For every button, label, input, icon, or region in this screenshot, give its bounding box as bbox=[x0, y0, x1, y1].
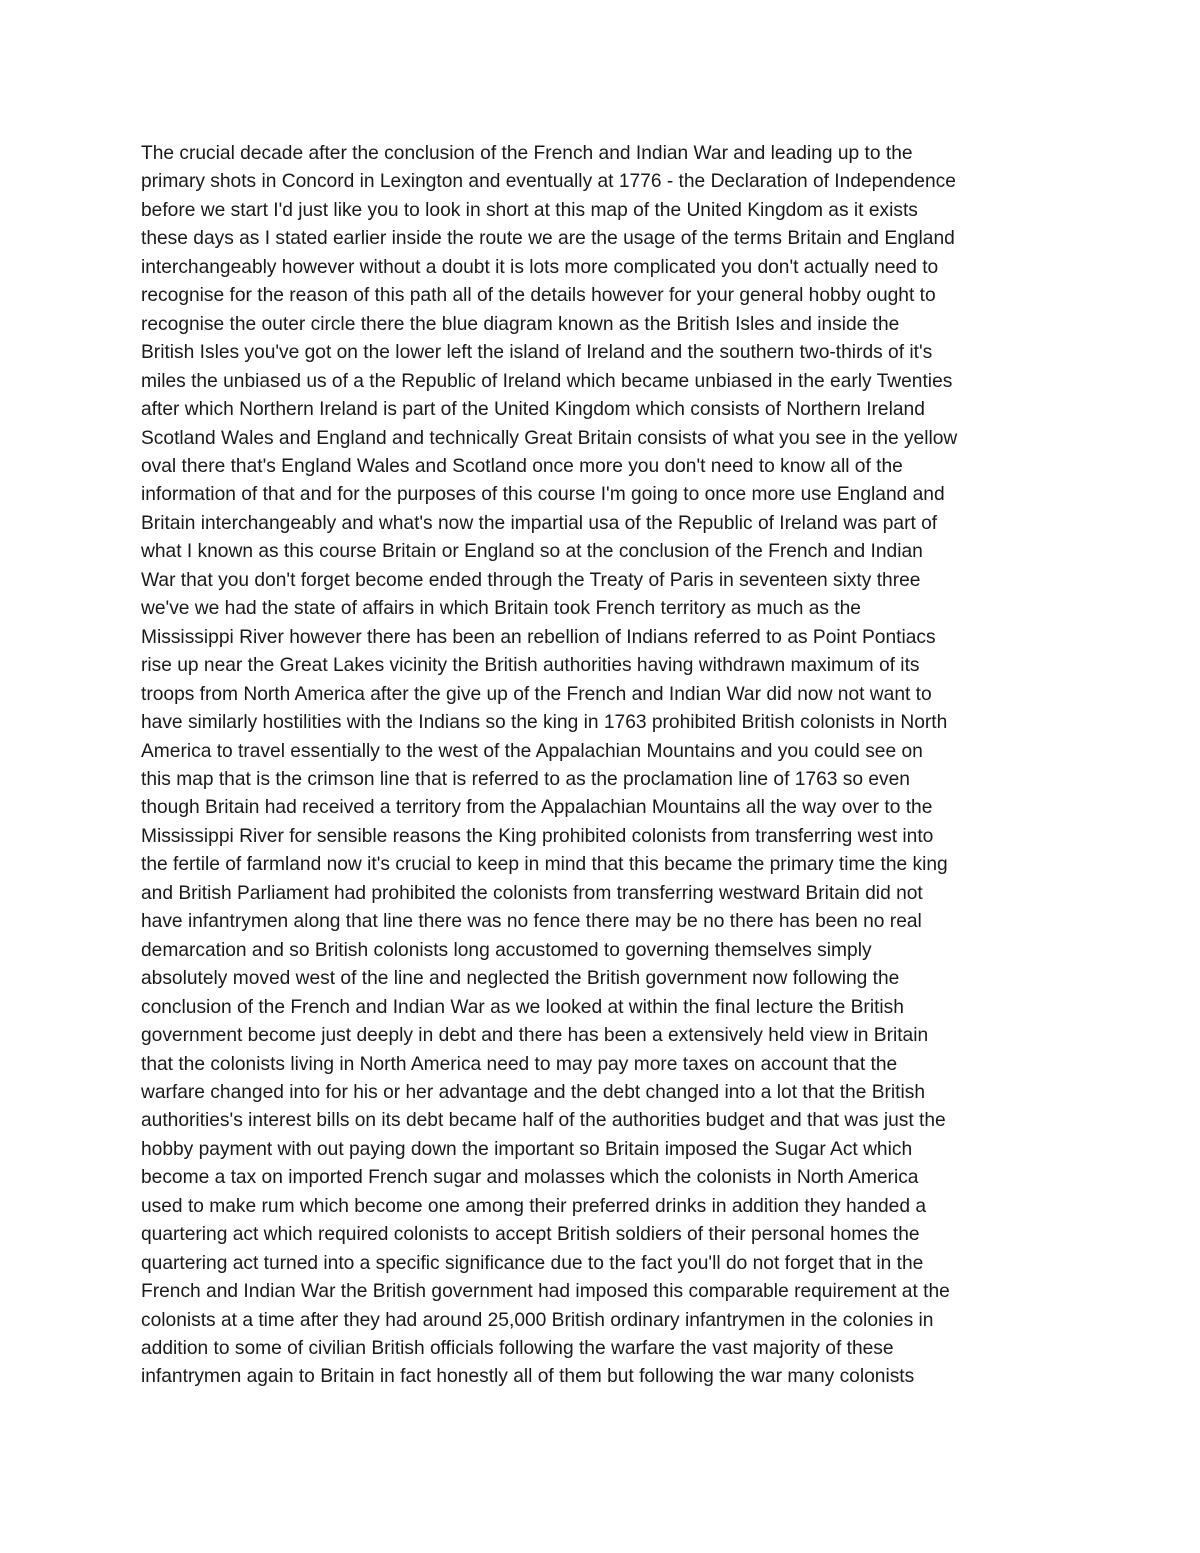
text-line: addition to some of civilian British officials following the warfare the vast majority of these bbox=[141, 1338, 894, 1360]
text-line: hobby payment with out paying down the important so Britain imposed the Sugar Act which bbox=[141, 1138, 913, 1160]
text-line: Scotland Wales and England and technically Great Britain consists of what you see in the yellow bbox=[141, 427, 958, 449]
text-line: oval there that's England Wales and Scotland once more you don't need to know all of the bbox=[141, 455, 903, 477]
text-line: that the colonists living in North America need to may pay more taxes on account that the bbox=[141, 1053, 898, 1075]
text-line: we've we had the state of affairs in which Britain took French territory as much as the bbox=[141, 598, 861, 620]
text-line: absolutely moved west of the line and neglected the British government now following the bbox=[141, 968, 900, 990]
text-line: have similarly hostilities with the Indians so the king in 1763 prohibited British colonists in North bbox=[141, 712, 948, 734]
text-line: though Britain had received a territory from the Appalachian Mountains all the way over to the bbox=[141, 797, 933, 819]
text-line: miles the unbiased us of a the Republic of Ireland which became unbiased in the early Twenties bbox=[141, 370, 953, 392]
text-line: these days as I stated earlier inside the route we are the usage of the terms Britain and England bbox=[141, 228, 955, 250]
text-line: after which Northern Ireland is part of the United Kingdom which consists of Northern Ireland bbox=[141, 399, 925, 421]
text-line: recognise for the reason of this path all of the details however for your general hobby ought to bbox=[141, 285, 936, 307]
text-line: and British Parliament had prohibited the colonists from transferring westward Britain did not bbox=[141, 882, 923, 904]
text-line: Britain interchangeably and what's now the impartial usa of the Republic of Ireland was part of bbox=[141, 512, 938, 534]
text-line: infantrymen again to Britain in fact honestly all of them but following the war many colonists bbox=[141, 1366, 915, 1388]
text-line: quartering act turned into a specific significance due to the fact you'll do not forget that in the bbox=[141, 1252, 924, 1274]
text-line: demarcation and so British colonists long accustomed to governing themselves simply bbox=[141, 939, 872, 961]
text-line: interchangeably however without a doubt it is lots more complicated you don't actually need to bbox=[141, 256, 939, 278]
text-line: have infantrymen along that line there was no fence there may be no there has been no real bbox=[141, 911, 922, 933]
text-line: Mississippi River however there has been an rebellion of Indians referred to as Point Pontiacs bbox=[141, 626, 936, 648]
text-line: quartering act which required colonists to accept British soldiers of their personal homes the bbox=[141, 1224, 920, 1246]
text-line: government become just deeply in debt and there has been a extensively held view in Britain bbox=[141, 1025, 929, 1047]
text-line: warfare changed into for his or her advantage and the debt changed into a lot that the British bbox=[141, 1081, 926, 1103]
text-line: America to travel essentially to the west of the Appalachian Mountains and you could see on bbox=[141, 740, 923, 762]
body-paragraph bbox=[141, 140, 1071, 1392]
text-line: War that you don't forget become ended through the Treaty of Paris in seventeen sixty three bbox=[141, 569, 921, 591]
text-line: this map that is the crimson line that is referred to as the proclamation line of 1763 so even bbox=[141, 768, 910, 790]
text-line: The crucial decade after the conclusion of the French and Indian War and leading up to the bbox=[141, 143, 913, 164]
text-line: what I known as this course Britain or England so at the conclusion of the French and Indian bbox=[141, 541, 923, 563]
text-line: become a tax on imported French sugar and molasses which the colonists in North America bbox=[141, 1167, 919, 1189]
text-line: colonists at a time after they had around 25,000 British ordinary infantrymen in the colonies in bbox=[141, 1309, 934, 1331]
text-line: used to make rum which become one among their preferred drinks in addition they handed a bbox=[141, 1195, 927, 1217]
text-line: British Isles you've got on the lower left the island of Ireland and the southern two-thirds of it's bbox=[141, 342, 933, 364]
text-line: information of that and for the purposes of this course I'm going to once more use England and bbox=[141, 484, 945, 506]
text-line: French and Indian War the British government had imposed this comparable requirement at the bbox=[141, 1281, 950, 1303]
text-line: rise up near the Great Lakes vicinity the British authorities having withdrawn maximum of its bbox=[141, 655, 920, 677]
text-line: recognise the outer circle there the blue diagram known as the British Isles and inside the bbox=[141, 313, 900, 335]
text-line: troops from North America after the give up of the French and Indian War did now not want to bbox=[141, 683, 932, 705]
text-line: primary shots in Concord in Lexington and eventually at 1776 - the Declaration of Independence bbox=[141, 171, 956, 193]
text-line: the fertile of farmland now it's crucial to keep in mind that this became the primary time the king bbox=[141, 854, 948, 876]
text-line: authorities's interest bills on its debt became half of the authorities budget and that was just the bbox=[141, 1110, 946, 1132]
text-line: Mississippi River for sensible reasons the King prohibited colonists from transferring west into bbox=[141, 825, 934, 847]
text-line: before we start I'd just like you to look in short at this map of the United Kingdom as it exists bbox=[141, 199, 918, 221]
text-line: conclusion of the French and Indian War as we looked at within the final lecture the British bbox=[141, 996, 904, 1018]
